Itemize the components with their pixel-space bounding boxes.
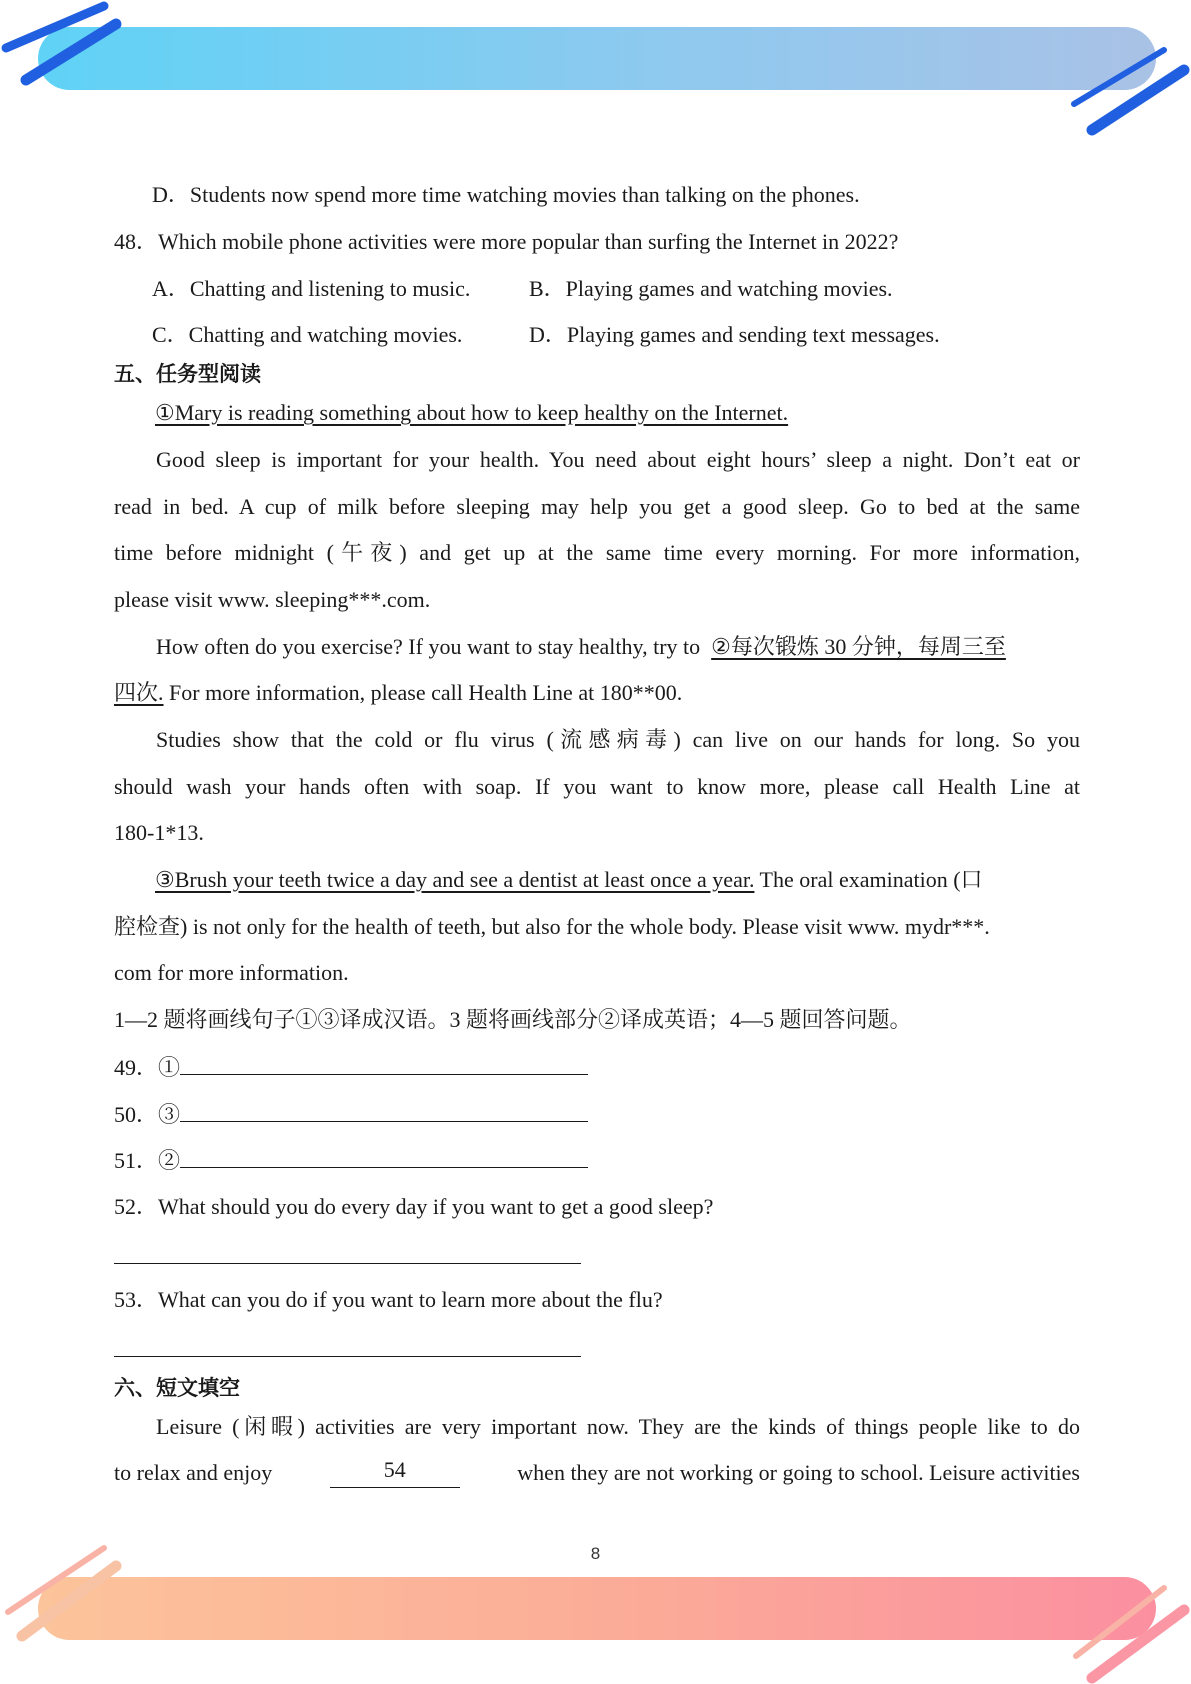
q53-question: 53．What can you do if you want to learn more about the flu? (114, 1287, 663, 1312)
q50-answer-blank[interactable] (180, 1099, 588, 1122)
para4-line (155, 865, 983, 895)
q48-question: 48．Which mobile phone activities were more popular than surfing the Internet in 2022? (114, 229, 899, 254)
section6-line: Leisure (闲暇) activities are very important now. They are the kinds of things people like to do (156, 1414, 1080, 1439)
underlined-sentence-1: ①Mary is reading something about how to keep healthy on the Internet. (155, 400, 789, 425)
para1-line: time before midnight (午夜) and get up at the same time every morning. For more information, (114, 540, 1080, 565)
para4-text: The oral examination (口 (754, 867, 983, 892)
para2-line (156, 632, 1006, 662)
instructions: 1—2 题将画线句子①③译成汉语。3 题将画线部分②译成英语；4—5 题回答问题。 (114, 1007, 912, 1032)
para4-line: com for more information. (114, 960, 349, 985)
q51-label: 51．② (114, 1148, 181, 1173)
para2-text: How often do you exercise? If you want to stay healthy, try to (156, 634, 701, 659)
underlined-phrase-2-end: 四次. (114, 680, 164, 705)
q48-option-b: B．Playing games and watching movies. (529, 276, 893, 301)
q49 (114, 1052, 588, 1083)
section6-text: to relax and enjoy (114, 1460, 273, 1485)
q48-option-c: C．Chatting and watching movies. (152, 322, 463, 347)
para3-line: 180-1*13. (114, 820, 204, 845)
section6-title: 六、短文填空 (114, 1376, 240, 1400)
q53-answer-line[interactable] (114, 1356, 581, 1357)
page-number: 8 (590, 1544, 601, 1563)
q49-label: 49．① (114, 1055, 181, 1080)
para4-line: 腔检查) is not only for the health of teeth, but also for the whole body. Please visit www. mydr***. (114, 914, 990, 939)
q47-option-d: D．Students now spend more time watching movies than talking on the phones. (152, 182, 860, 207)
para3-line: should wash your hands often with soap. If you want to know more, please call Health Line at (114, 774, 1080, 799)
para2-text-end: For more information, please call Health Line at 180**00. (163, 680, 683, 705)
q48-option-a: A．Chatting and listening to music. (152, 276, 471, 301)
underlined-sentence-3: ③Brush your teeth twice a day and see a dentist at least once a year. (155, 867, 755, 892)
q51-answer-blank[interactable] (180, 1145, 588, 1168)
q49-answer-blank[interactable] (180, 1052, 588, 1075)
blank-54[interactable]: 54 (330, 1458, 460, 1488)
q48-option-d: D．Playing games and sending text messages. (529, 322, 940, 347)
section5-title: 五、任务型阅读 (114, 362, 261, 386)
q52-answer-line[interactable] (114, 1263, 581, 1264)
q51 (114, 1145, 588, 1176)
para1-line: read in bed. A cup of milk before sleeping may help you get a good sleep. Go to bed at the same (114, 494, 1080, 519)
para1-line: Good sleep is important for your health. You need about eight hours’ sleep a night. Don’t eat or (156, 447, 1080, 472)
q52-question: 52．What should you do every day if you want to get a good sleep? (114, 1194, 714, 1219)
q50-label: 50．③ (114, 1102, 181, 1127)
para3-line: Studies show that the cold or flu virus (流感病毒) can live on our hands for long. So you (156, 727, 1080, 752)
section6-text-end: when they are not working or going to school. Leisure activities (517, 1460, 1080, 1485)
section6-line (114, 1458, 1080, 1488)
q50 (114, 1099, 588, 1130)
para1-line: please visit www. sleeping***.com. (114, 587, 431, 612)
underlined-phrase-2: ②每次锻炼 30 分钟，每周三至 (711, 634, 1006, 659)
para2-line (114, 678, 682, 708)
